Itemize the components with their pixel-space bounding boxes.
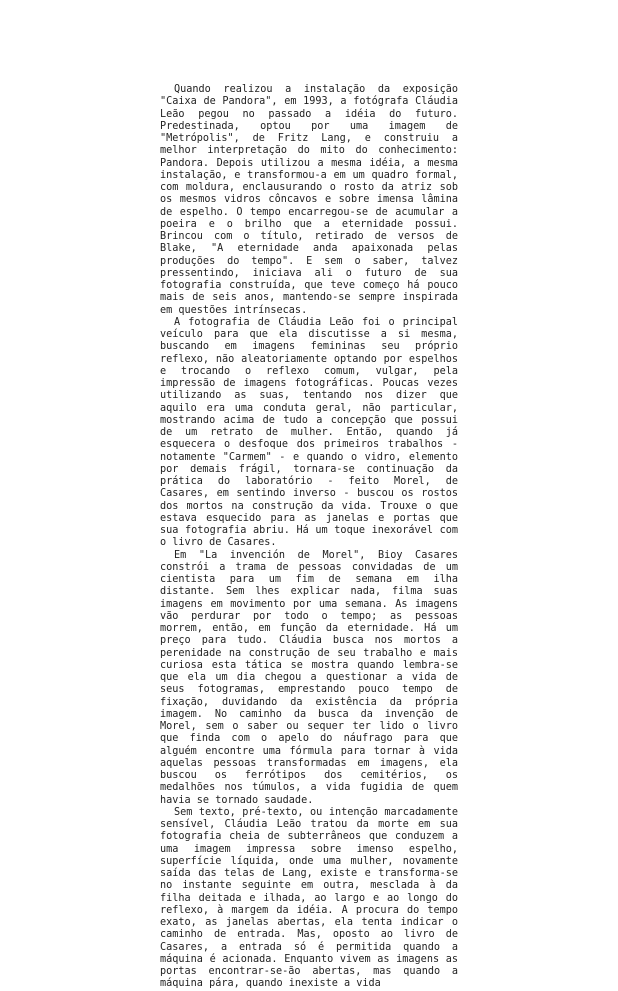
paragraph-4: Sem texto, pré-texto, ou intenção marcadamente sensível, Cláudia Leão tratou da morte em sua fotografia cheia de subterrâneos que conduzem a uma imagem impressa sobre imenso espelho, superfície líquida, onde uma mulher, novamente saída das telas de Lang, existe e transforma-se no instante seguinte em outra, mesclada à da filha deitada e ilhada, ao largo e ao longo do reflexo, à margem da idéia. A procura do tempo exato, as janelas abertas, ela tenta indicar o caminho de entrada. Mas, oposto ao livro de Casares, a entrada só é permitida quando a máquina é acionada. Enquanto vivem as imagens as portas encontrar-se-ão abertas, mas quando a máquina pára, quando inexiste a vida	[160, 806, 458, 990]
paragraph-3: Em "La invención de Morel", Bioy Casares constrói a trama de pessoas convidadas de um cientista para um fim de semana em ilha distante. Sem lhes explicar nada, filma suas imagens em movimento por uma semana. As imagens vão perdurar por todo o tempo; as pessoas morrem, então, em função da eternidade. Há um preço para tudo. Cláudia busca nos mortos a perenidade na construção de seu trabalho e mais curiosa esta tática se mostra quando lembra-se que ela um dia chegou a questionar a vida de seus fotogramas, emprestando pouco tempo de fixação, duvidando da existência da própria imagem. No caminho da busca da invenção de Morel, sem o saber ou sequer ter lido o livro que finda com o apelo do náufrago para que alguém encontre uma fórmula para tornar à vida aquelas pessoas transformadas em imagens, ela buscou os ferrótipos dos cemitérios, os medalhões nos túmulos, a vida fugidia de quem havia se tornado saudade.	[160, 549, 458, 806]
paragraph-1: Quando realizou a instalação da exposição "Caixa de Pandora", em 1993, a fotógrafa Cláudia Leão pegou no passado a idéia do futuro. Predestinada, optou por uma imagem de "Metrópolis", de Fritz Lang, e construiu a melhor interpretação do mito do conhecimento: Pandora. Depois utilizou a mesma idéia, a mesma instalação, e transformou-a em um quadro formal, com moldura, enclausurando o rosto da atriz sob os mesmos vidros côncavos e sobre imensa lâmina de espelho. O tempo encarregou-se de acumular a poeira e o brilho que a eternidade possui. Brincou com o título, retirado de versos de Blake, "A eternidade anda apaixonada pelas produções do tempo". E sem o saber, talvez pressentindo, iniciava ali o futuro de sua fotografia construída, que teve começo há pouco mais de seis anos, mantendo-se sempre inspirada em questões intrínsecas.	[160, 84, 458, 316]
paragraph-2: A fotografia de Cláudia Leão foi o principal veículo para que ela discutisse a si mesma, buscando em imagens femininas seu próprio reflexo, não aleatoriamente optando por espelhos e trocando o reflexo comum, vulgar, pela impressão de imagens fotográficas. Poucas vezes utilizando as suas, tentando nos dizer que aquilo era uma conduta geral, não particular, mostrando acima de tudo a concepção que possui de um retrato de mulher. Então, quando já esquecera o desfoque dos primeiros trabalhos - notamente "Carmem" - e quando o vidro, elemento por demais frágil, tornara-se continuação da prática do laboratório - feito Morel, de Casares, em sentindo inverso - buscou os rostos dos mortos na construção da vida. Trouxe o que estava esquecido para as janelas e portas que sua fotografia abriu. Há um toque inexorável com o livro de Casares.	[160, 316, 458, 549]
document-page	[160, 84, 458, 991]
